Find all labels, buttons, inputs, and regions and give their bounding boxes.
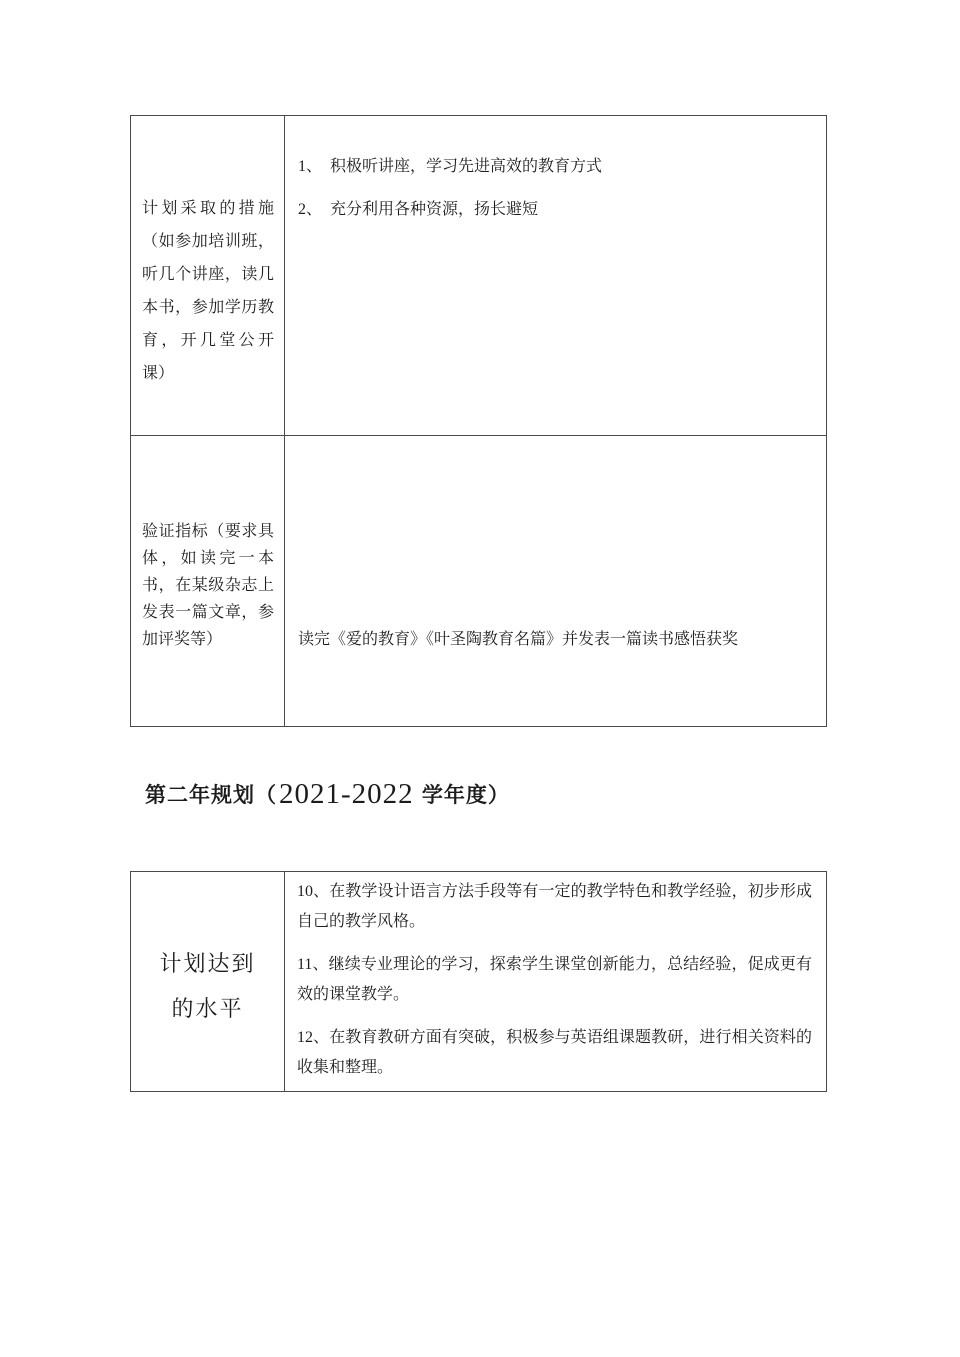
- planned-level-table: [130, 871, 827, 1092]
- planned-level-label-line1: 计划达到: [159, 950, 256, 976]
- measures-content-cell: [285, 116, 826, 436]
- heading-year: 2021-2022: [279, 777, 414, 810]
- heading-suffix: 学年度）: [415, 783, 510, 807]
- planned-level-content-cell: [285, 872, 826, 1091]
- plan-item-11: 11、继续专业理论的学习，探索学生课堂创新能力，总结经验，促成更有效的课堂教学。: [297, 956, 812, 1003]
- planned-level-label-cell: [131, 872, 285, 1091]
- plan-item-12: 12、在教育教研方面有突破，积极参与英语组课题教研，进行相关资料的收集和整理。: [297, 1029, 812, 1076]
- planned-level-label-line2: 的水平: [171, 995, 244, 1021]
- second-year-plan-heading: [145, 774, 510, 814]
- plan-item-10: 10、在教学设计语言方法手段等有一定的教学特色和教学经验，初步形成自己的教学风格。: [297, 883, 812, 930]
- heading-prefix: 第二年规划（: [145, 783, 277, 807]
- verification-label-cell: 验证指标（要求具体，如读完一本书，在某级杂志上发表一篇文章，参加评奖等）: [131, 436, 285, 726]
- measure-item-1: 1、 积极听讲座，学习先进高效的教育方式: [298, 158, 603, 175]
- verification-content-cell: 读完《爱的教育》《叶圣陶教育名篇》并发表一篇读书感悟获奖: [298, 631, 739, 648]
- measure-item-2: 2、 充分利用各种资源，扬长避短: [298, 201, 539, 218]
- measures-label-cell: 计划采取的措施（如参加培训班，听几个讲座，读几本书，参加学历教育，开几堂公开课）: [131, 116, 285, 436]
- plan-measures-table: [130, 115, 827, 727]
